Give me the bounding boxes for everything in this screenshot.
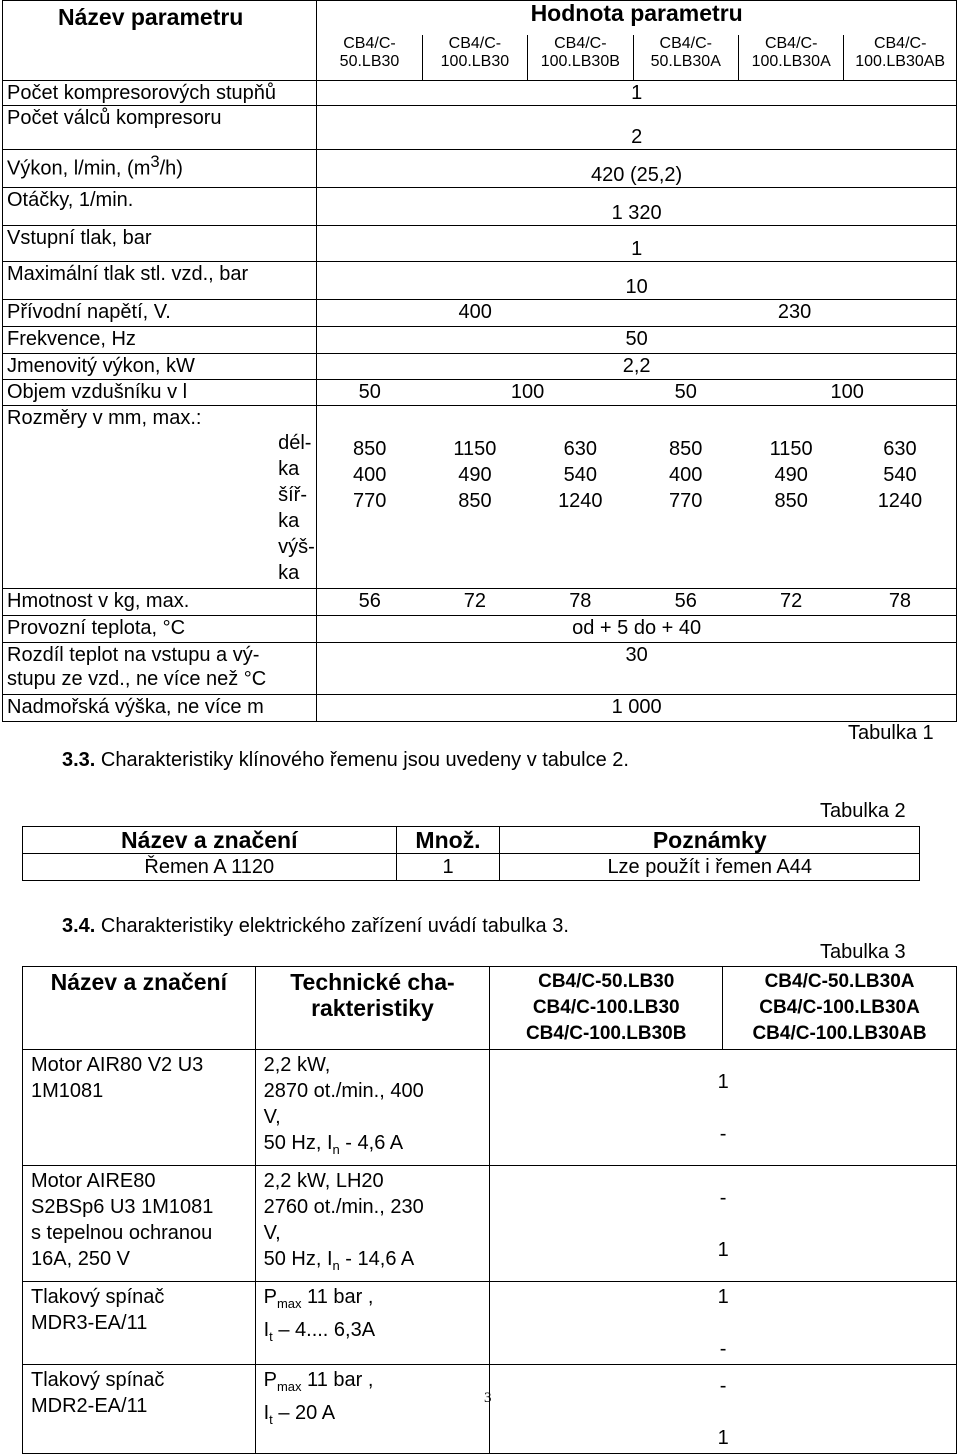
row-label: Provozní teplota, °C [3,616,317,643]
row-value: 100 [422,380,633,406]
electrical-table [22,966,957,1454]
table1-caption: Tabulka 1 [848,722,934,744]
row-value: 10 [317,262,957,300]
header-name: Název a značení [23,967,256,1050]
model-code: CB4/C-100.LB30A [738,35,843,81]
section-3-4: 3.4. Charakteristiky elektrického zařízení uvádí tabulka 3. [62,915,569,937]
item-tech: 2,2 kW, LH20 2760 ot./min., 230 V, 50 Hz, $I_n - 14,6$ A [255,1166,490,1282]
belt-header-notes: Poznámky [500,827,920,854]
dimension-labels: dél- ka šíř- ka výš- ka [268,406,317,589]
row-value: 400 [317,300,633,327]
dimension-values: 850 400 770 [633,406,738,589]
model-code: CB4/C-50.LB30 [317,35,422,81]
row-value: 30 [317,643,957,695]
row-label: Rozměry v mm, max.: [3,406,269,589]
item-quantities: -1 [490,1365,957,1454]
row-value: 420 (25,2) [317,150,957,188]
header-group-2: CB4/C-50.LB30A CB4/C-100.LB30A CB4/C-100.LB30AB [723,967,957,1050]
row-value: 2 [317,106,957,150]
row-value: 72 [738,589,843,616]
row-label: Jmenovitý výkon, kW [3,354,317,380]
row-value: 78 [844,589,957,616]
item-name: Motor AIR80 V2 U3 1M1081 [23,1050,256,1166]
dimension-values: 630 540 1240 [528,406,633,589]
dimension-values: 630 540 1240 [844,406,957,589]
row-label: Přívodní napětí, V. [3,300,317,327]
model-code: CB4/C-100.LB30 [422,35,527,81]
row-value: 78 [528,589,633,616]
item-name: Tlakový spínač MDR2-EA/11 [23,1365,256,1454]
belt-header-name: Název a značení [23,827,397,854]
belt-table [22,826,920,881]
belt-name: Řemen A 1120 [23,854,397,881]
row-label: Nadmořská výška, ne více m [3,695,317,722]
header-group-1: CB4/C-50.LB30 CB4/C-100.LB30 CB4/C-100.LB30B [490,967,723,1050]
row-label: Počet válců kompresoru [3,106,317,150]
row-value: 50 [317,380,422,406]
row-value: 1 000 [317,695,957,722]
header-parameter-value: Hodnota parametru [317,1,957,35]
table3-caption: Tabulka 3 [820,941,906,963]
item-name: Motor AIRE80 S2BSp6 U3 1M1081 s tepelnou ochranou 16A, 250 V [23,1166,256,1282]
row-label: Počet kompresorových stupňů [3,81,317,106]
item-quantities: -1 [490,1166,957,1282]
page-number: 3 [484,1390,492,1406]
row-label: Objem vzdušníku v l [3,380,317,406]
row-label: Vstupní tlak, bar [3,226,317,262]
header-tech: Technické cha- rakteristiky [255,967,490,1050]
row-value: 230 [633,300,956,327]
row-value: 72 [422,589,527,616]
dimension-values: 850 400 770 [317,406,422,589]
item-tech: $P_{max}$ 11 bar , $I_t - 4$.... 6,3A [255,1282,490,1365]
model-code: CB4/C-50.LB30A [633,35,738,81]
item-quantities: 1- [490,1282,957,1365]
item-tech: 2,2 kW, 2870 ot./min., 400 V, 50 Hz, $I_n - 4,6$ A [255,1050,490,1166]
item-quantities: 1- [490,1050,957,1166]
header-parameter-name: Název parametru [3,1,317,81]
belt-header-qty: Množ. [396,827,500,854]
row-label: Frekvence, Hz [3,327,317,354]
section-3-3: 3.3. Charakteristiky klínového řemenu jsou uvedeny v tabulce 2. [62,749,629,771]
item-name: Tlakový spínač MDR3-EA/11 [23,1282,256,1365]
model-code: CB4/C-100.LB30AB [844,35,957,81]
row-value: 56 [317,589,422,616]
row-value: 100 [738,380,956,406]
dimension-values: 1150 490 850 [422,406,527,589]
belt-notes: Lze použít i řemen A44 [500,854,920,881]
row-label: Otáčky, 1/min. [3,188,317,226]
row-label: Hmotnost v kg, max. [3,589,317,616]
item-tech: $P_{max}$ 11 bar , $I_t - 20$ A [255,1365,490,1454]
row-value: 1 [317,81,957,106]
row-value: 1 320 [317,188,957,226]
row-value: 56 [633,589,738,616]
row-value: 2,2 [317,354,957,380]
row-value: 50 [317,327,957,354]
belt-qty: 1 [396,854,500,881]
row-label: Rozdíl teplot na vstupu a vý- stupu ze vzd., ne více než °C [3,643,317,695]
row-value: 1 [317,226,957,262]
row-value: 50 [633,380,738,406]
parameters-table [2,0,957,722]
row-value: od + 5 do + 40 [317,616,957,643]
row-label: Výkon, l/min, $(m^3/h)$ [3,150,317,188]
dimension-values: 1150 490 850 [738,406,843,589]
row-label: Maximální tlak stl. vzd., bar [3,262,317,300]
model-code: CB4/C-100.LB30B [528,35,633,81]
table2-caption: Tabulka 2 [820,800,906,822]
